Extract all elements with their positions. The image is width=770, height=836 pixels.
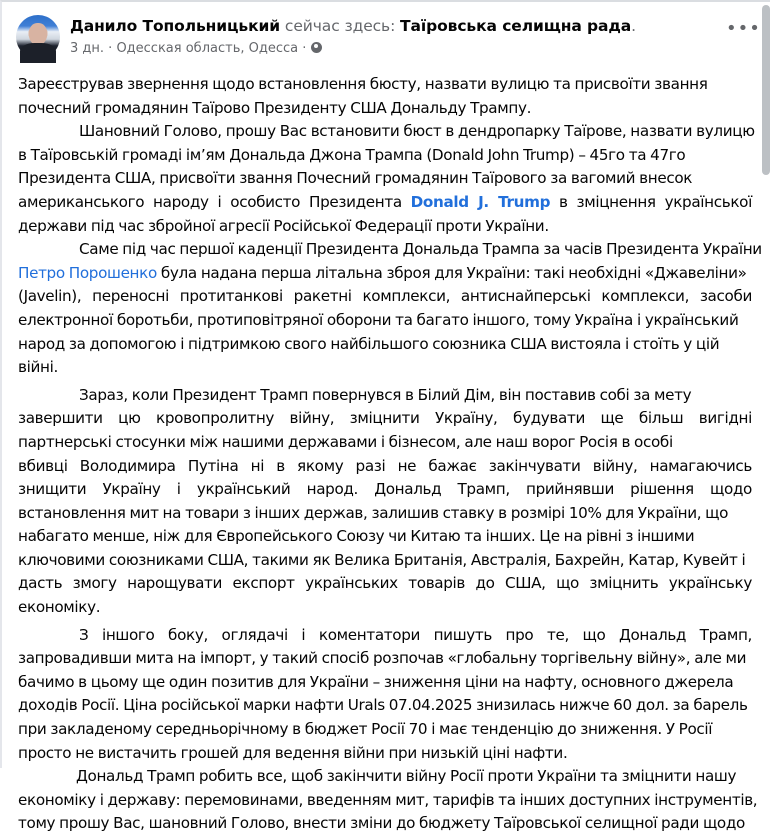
text-segment: американського народу і особисто Президента	[18, 192, 402, 211]
place-suffix: .	[631, 17, 636, 35]
meta-separator: ·	[104, 41, 117, 56]
meta-separator: ·	[298, 41, 311, 56]
author-avatar[interactable]	[16, 15, 60, 59]
scrollbar-thumb[interactable]	[762, 5, 770, 175]
author-line	[70, 16, 636, 36]
paragraph-5	[18, 624, 752, 766]
paragraph-6	[18, 765, 758, 836]
paragraph-1	[18, 73, 752, 120]
author-status: сейчас здесь:	[284, 17, 396, 35]
text-line: війні.	[18, 358, 58, 377]
post-header	[16, 15, 736, 61]
text-line: запровадивши мита на імпорт, у такий спосіб розпочав «глобальну торгівельну війну», але ми	[18, 649, 747, 668]
text-line: дасть змогу нарощувати експорт українських товарів до США, що зміцнить українську	[18, 574, 752, 593]
text-line: економіку.	[18, 598, 101, 617]
globe-icon[interactable]	[311, 42, 322, 53]
text-line: Президента США, присвоїти звання Почесний громадянин Таїрового за вагомий внесок	[18, 169, 693, 188]
avatar-face	[29, 23, 47, 45]
post-meta	[70, 40, 322, 57]
mention-petro-poroshenko[interactable]: Петро Порошенко	[18, 263, 157, 282]
text-line: вбивці Володимира Путіна ні в якому разі не бажає закінчувати війну, намагаючись	[18, 456, 752, 475]
text-line: при закладеному середньорічному в бюджет Росії 70 і має тенденцію до зниження. У Росії	[18, 720, 713, 739]
text-line: Дональд Трамп робить все, щоб закінчити війну Росії проти України та зміцнити нашу	[76, 767, 737, 786]
text-line	[18, 262, 752, 286]
post-body	[18, 73, 762, 836]
mention-donald-trump[interactable]: Donald J. Trump	[410, 192, 551, 211]
text-line: тому прошу Вас, шановний Голово, внести зміни до бюджету Таїровської селищної ради щодо	[18, 814, 745, 833]
text-line: почесний громадянин Таїрово Президенту США Дональду Трампу.	[18, 98, 532, 117]
text-line: встановлення мит на товари з інших держав, залишив ставку в розмірі 10% для України, що	[18, 503, 729, 522]
paragraph-2	[18, 120, 755, 238]
text-line: економіку і державу: перемовинами, введенням мит, тарифів та інших доступних інструментів,	[18, 790, 758, 809]
text-line: народ за допомогою і підтримкою свого найбільшого союзника США вистояла і стоїть у цій	[18, 334, 720, 353]
text-line: завершити цю кровопролитну війну, зміцнити Україну, будувати ще більш вигідні	[18, 409, 752, 428]
more-options-button[interactable]: •••	[726, 18, 761, 39]
text-line: бачимо в цьому ще один позитив для України – зниження ціни на нафту, основного джерела	[18, 672, 734, 691]
text-line: доходів Росії. Ціна російської марки нафти Urals 07.04.2025 знизилась нижче 60 дол. за барель	[18, 696, 748, 715]
text-line: Саме під час першої каденції Президента Дональда Трампа за часів Президента України	[79, 240, 762, 259]
text-line: Зараз, коли Президент Трамп повернувся в Білий Дім, він поставив собі за мету	[79, 385, 692, 404]
text-line: (Javelin), переносні протитанкові ракетні комплекси, антиснайперські комплекси, засоби	[18, 287, 752, 306]
text-line: просто не вистачить грошей для ведення війни при низькій ціні нафти.	[18, 743, 568, 762]
paragraph-4	[18, 384, 752, 620]
text-line: З іншого боку, оглядачі і коментатори пишуть про те, що Дональд Трамп,	[79, 625, 752, 644]
text-line: в Таїровській громаді ім’ям Дональда Джона Трампа (Donald John Trump) – 45го та 47го	[18, 145, 686, 164]
text-line: знищити Україну і український народ. Дональд Трамп, прийнявши рішення щодо	[18, 480, 752, 499]
author-name-link[interactable]: Данило Топольницький	[70, 17, 281, 35]
post-location-link[interactable]: Одесская область, Одесса	[116, 41, 299, 56]
paragraph-3	[18, 238, 762, 380]
avatar-body	[20, 43, 56, 63]
place-link[interactable]: Таїровська селищна рада	[400, 17, 632, 35]
text-line	[18, 191, 752, 215]
text-line: електронної боротьби, протиповітряної оборони та багато іншого, тому Україна і український	[18, 310, 739, 329]
text-line: держави під час збройної агресії Російської Федерації проти України.	[18, 216, 549, 235]
text-segment: була надана перша літальна зброя для України: такі необхідні «Джавеліни»	[156, 263, 747, 282]
text-line: Шановний Голово, прошу Вас встановити бюст в дендропарку Таїрове, назвати вулицю	[79, 122, 755, 141]
text-line: партнерські стосунки між нашими державами і бізнесом, але наш ворог Росія в особі	[18, 432, 673, 451]
text-segment: в зміцнення української	[559, 192, 752, 211]
text-line: ключовими союзниками США, такими як Велика Британія, Австралія, Бахрейн, Катар, Кувейт і	[18, 550, 746, 569]
text-line: набагато менше, ніж для Європейського Союзу чи Китаю та інших. Це на рівні з іншими	[18, 527, 695, 546]
text-line: Зареєстрував звернення щодо встановлення бюсту, назвати вулицю та присвоїти звання	[18, 75, 708, 93]
post-timestamp-link[interactable]: 3 дн.	[70, 41, 105, 56]
